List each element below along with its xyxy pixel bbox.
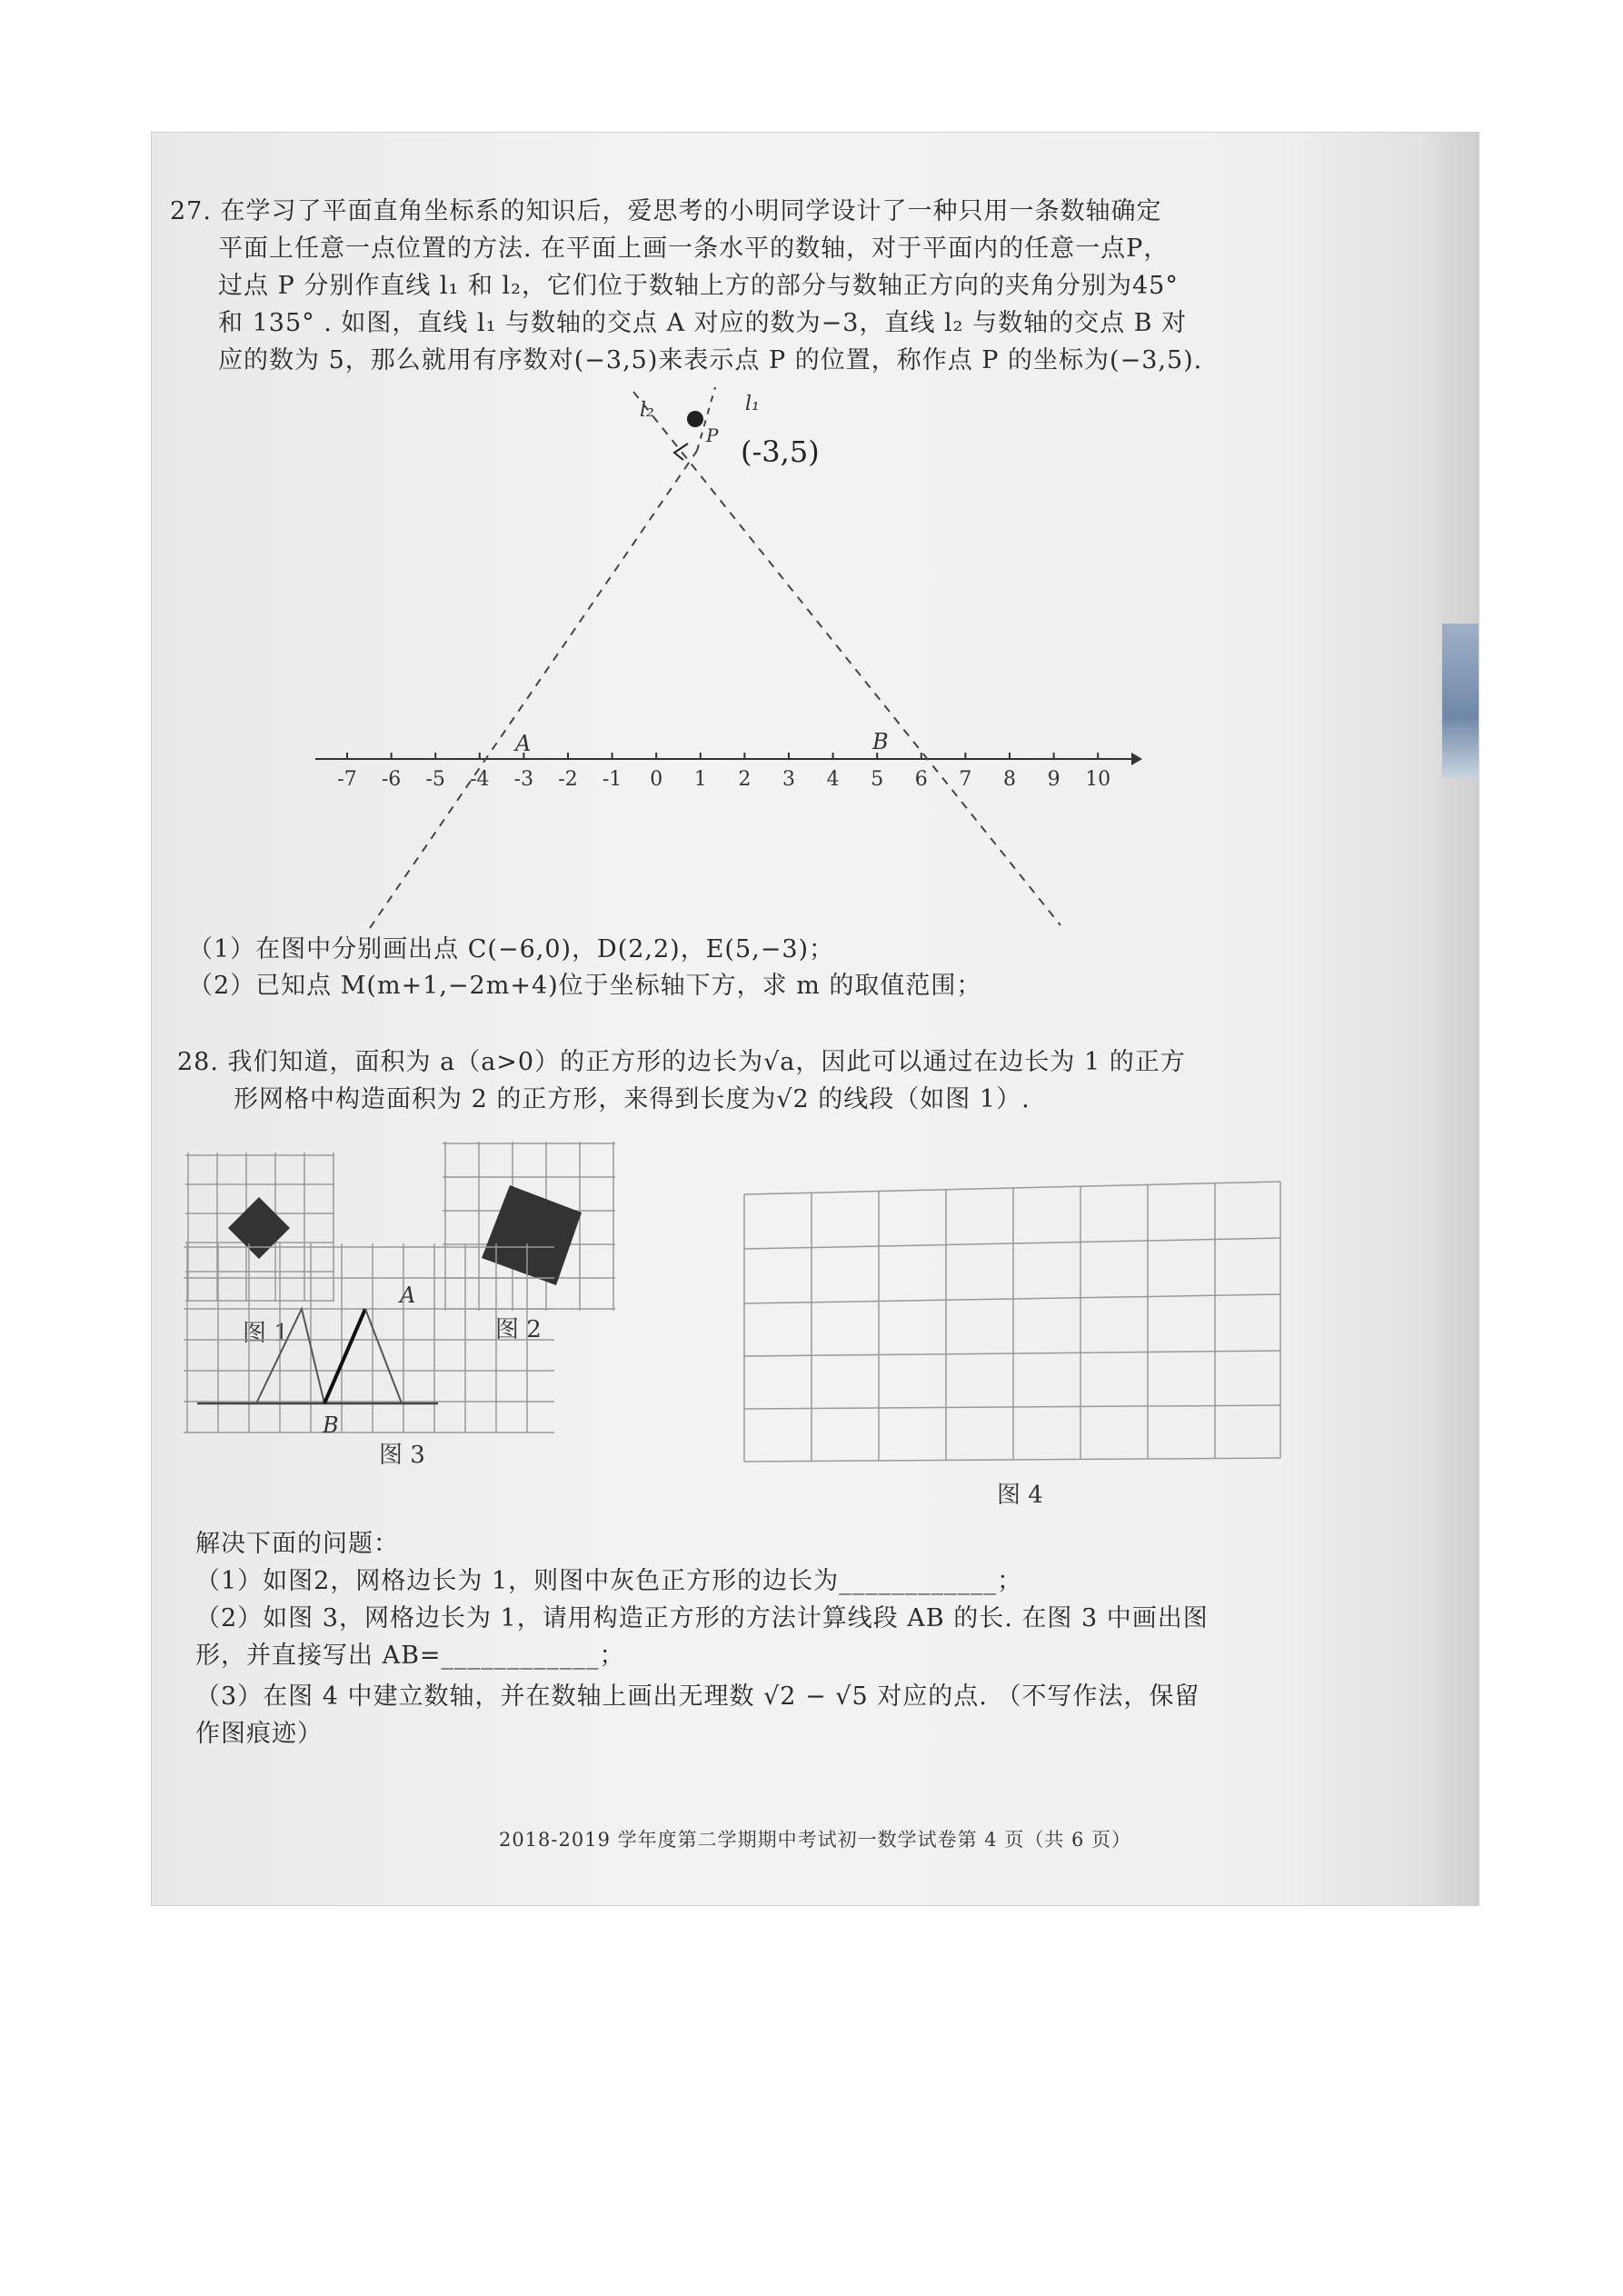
q28-sub-3-line-1: （3）在图 4 中建立数轴，并在数轴上画出无理数 √2 − √5 对应的点. （不写作法，保留 — [195, 1682, 1200, 1711]
q27-figure — [152, 387, 1479, 933]
label-b: B — [872, 729, 889, 754]
figure-3 — [184, 1243, 565, 1434]
axis-tick-label: -4 — [470, 768, 490, 791]
label-p: P — [706, 424, 719, 446]
axis-tick-label: 4 — [826, 768, 840, 791]
fig2-caption: 图 2 — [495, 1316, 542, 1343]
q27-sub-1: （1）在图中分别画出点 C(−6,0)，D(2,2)，E(5,−3)； — [188, 935, 835, 963]
exam-page — [152, 133, 1479, 1905]
page-footer: 2018-2019 学年度第二学期期中考试初一数学试卷第 4 页（共 6 页） — [498, 1829, 1132, 1851]
q28-sub-3-line-2: 作图痕迹） — [195, 1720, 323, 1748]
figure-4 — [741, 1178, 1286, 1469]
axis-tick-label: -6 — [381, 768, 402, 791]
axis-tick-label: -5 — [425, 768, 445, 791]
photo-frame — [152, 133, 1479, 1905]
axis-tick-label: -2 — [558, 768, 578, 791]
fig3-label-a: A — [400, 1283, 416, 1308]
q28-line-2: 形网格中构造面积为 2 的正方形，来得到长度为√2 的线段（如图 1）. — [234, 1085, 1031, 1113]
line-l2 — [633, 392, 1060, 925]
line-l1 — [370, 451, 697, 928]
axis-tick-label: 2 — [738, 768, 752, 791]
axis-tick-label: 0 — [650, 768, 663, 791]
q28-sub-1: （1）如图2，网格边长为 1，则图中灰色正方形的边长为____________； — [195, 1567, 1023, 1595]
fig3-triangle-2-side — [365, 1309, 402, 1403]
axis-tick-label: 8 — [1003, 768, 1016, 791]
axis-tick-label: 7 — [959, 768, 972, 791]
q28-intro: 解决下面的问题： — [195, 1530, 399, 1558]
axis-tick-label: -1 — [602, 768, 622, 791]
axis-tick-label: 3 — [782, 768, 795, 791]
axis-tick-label: 1 — [693, 768, 707, 791]
fig4-caption: 图 4 — [997, 1482, 1043, 1509]
label-l1: l₁ — [745, 393, 760, 415]
axis-tick-label: 9 — [1047, 768, 1060, 791]
label-a: A — [515, 731, 532, 756]
axis-tick-label: -7 — [337, 768, 357, 791]
axis-tick-label: 6 — [914, 768, 928, 791]
fig3-caption: 图 3 — [379, 1442, 425, 1469]
q28-sub-2-line-1: （2）如图 3，网格边长为 1，请用构造正方形的方法计算线段 AB 的长. 在图 3 中画出图 — [195, 1604, 1209, 1632]
q27-sub-2: （2）已知点 M(m+1,−2m+4)位于坐标轴下方，求 m 的取值范围； — [188, 972, 982, 1000]
q27-line-4: 和 135° . 如图，直线 l₁ 与数轴的交点 A 对应的数为−3，直线 l₂ 与数轴的交点 B 对 — [218, 309, 1188, 337]
q27-line-1: 27. 在学习了平面直角坐标系的知识后，爱思考的小明同学设计了一种只用一条数轴确定 — [170, 197, 1162, 225]
q27-line-5: 应的数为 5，那么就用有序数对(−3,5)来表示点 P 的位置，称作点 P 的坐标为(−3,5). — [218, 346, 1203, 374]
segment-ab — [324, 1309, 365, 1403]
fig3-label-b: B — [323, 1413, 339, 1438]
axis-arrow — [1131, 753, 1142, 765]
point-p-mark — [687, 411, 703, 427]
axis-tick-label: -3 — [513, 768, 534, 791]
handwritten-coordinate: (-3,5) — [741, 434, 820, 469]
fig4-grid — [744, 1182, 1280, 1462]
label-l2: l₂ — [640, 399, 654, 422]
q27-line-3: 过点 P 分别作直线 l₁ 和 l₂，它们位于数轴上方的部分与数轴正方向的夹角分别为45° — [218, 272, 1179, 300]
q28-line-1: 28. 我们知道，面积为 a（a>0）的正方形的边长为√a，因此可以通过在边长为 1 的正方 — [177, 1048, 1186, 1076]
q28-sub-2-line-2: 形，并直接写出 AB=____________； — [195, 1642, 625, 1670]
fig1-caption: 图 1 — [243, 1320, 289, 1347]
axis-tick-label: 10 — [1085, 768, 1111, 791]
fig3-triangle-1 — [256, 1309, 324, 1403]
axis-tick-label: 5 — [871, 768, 884, 791]
q27-line-2: 平面上任意一点位置的方法. 在平面上画一条水平的数轴，对于平面内的任意一点P， — [218, 235, 1170, 263]
